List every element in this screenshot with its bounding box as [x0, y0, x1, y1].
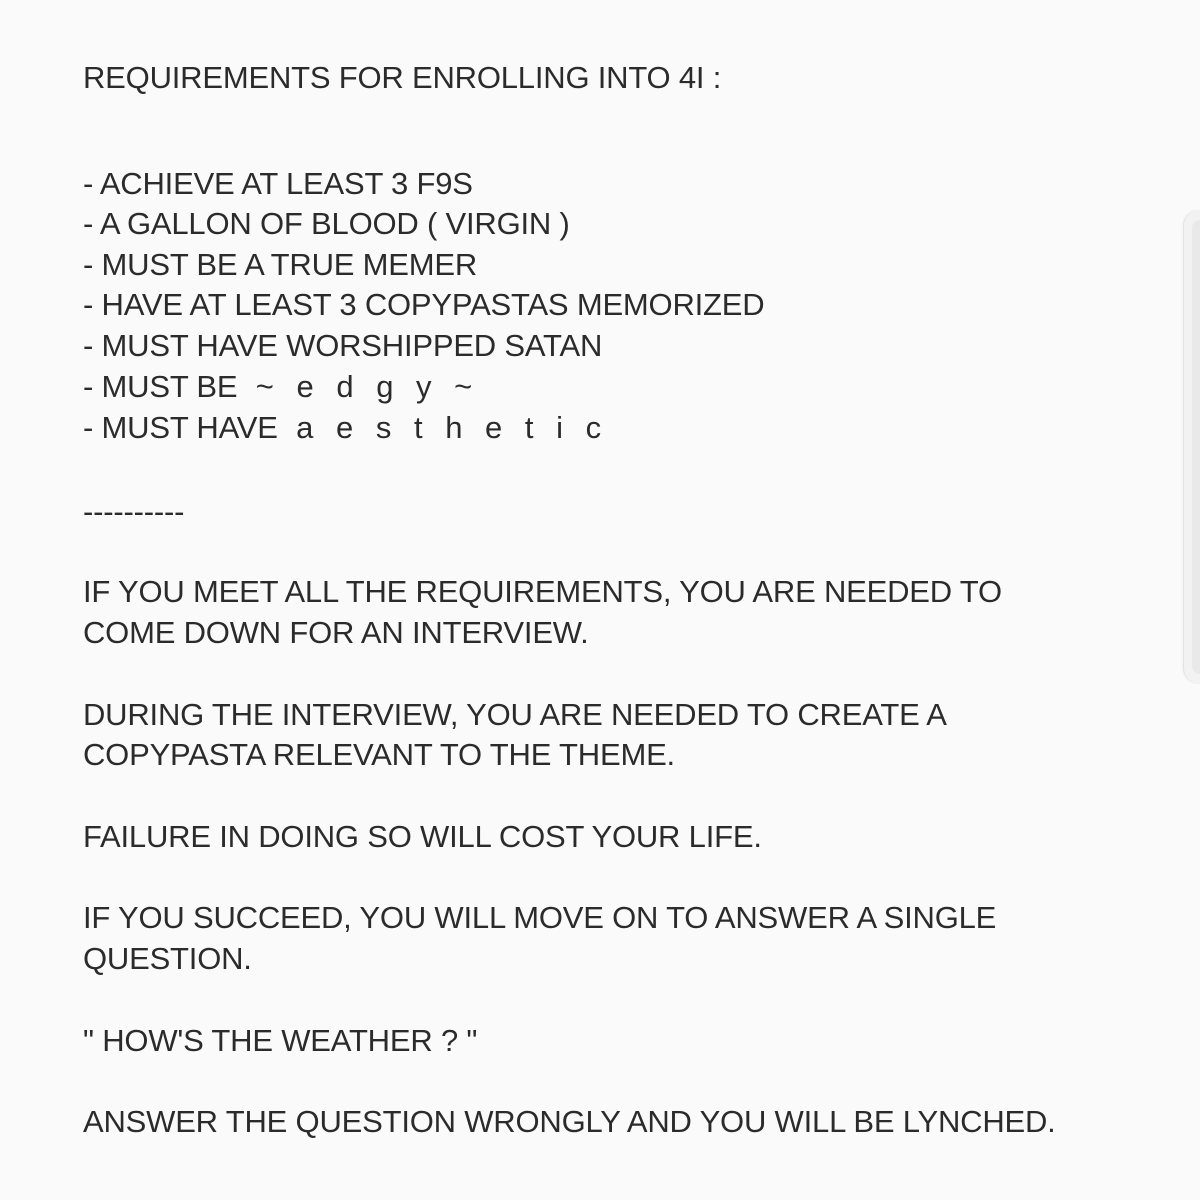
requirement-item: - MUST HAVE WORSHIPPED SATAN	[83, 328, 603, 363]
requirement-item-edgy	[83, 367, 479, 407]
paragraph-line: " HOW'S THE WEATHER ? "	[83, 1023, 478, 1058]
requirement-item: - A GALLON OF BLOOD ( VIRGIN )	[83, 206, 570, 241]
paragraph-line: ANSWER THE QUESTION WRONGLY AND YOU WILL BE LYNCHED.	[83, 1104, 1056, 1139]
requirement-item: - MUST BE A TRUE MEMER	[83, 247, 478, 282]
paragraph-line: QUESTION.	[83, 941, 252, 976]
requirement-item: - ACHIEVE AT LEAST 3 F9S	[83, 166, 473, 201]
paragraph-line: IF YOU SUCCEED, YOU WILL MOVE ON TO ANSWER A SINGLE	[83, 900, 997, 935]
requirement-prefix: - MUST HAVE	[83, 410, 287, 445]
scrollbar-thumb[interactable]	[1192, 220, 1200, 674]
note-content	[83, 0, 1173, 1200]
edgy-text: ~ e d g y ~	[255, 369, 480, 404]
requirement-item-aesthetic	[83, 408, 608, 448]
paragraph-line: IF YOU MEET ALL THE REQUIREMENTS, YOU ARE NEEDED TO	[83, 574, 1002, 609]
paragraph-line: COPYPASTA RELEVANT TO THE THEME.	[83, 737, 675, 772]
requirement-prefix: - MUST BE	[83, 369, 246, 404]
aesthetic-text: a e s t h e t i c	[296, 410, 609, 445]
paragraph-line: FAILURE IN DOING SO WILL COST YOUR LIFE.	[83, 819, 762, 854]
divider-text: ----------	[83, 494, 185, 529]
requirement-item: - HAVE AT LEAST 3 COPYPASTAS MEMORIZED	[83, 287, 765, 322]
note-heading: REQUIREMENTS FOR ENROLLING INTO 4I :	[83, 60, 722, 95]
paragraph-line: COME DOWN FOR AN INTERVIEW.	[83, 615, 589, 650]
paragraph-line: DURING THE INTERVIEW, YOU ARE NEEDED TO CREATE A	[83, 697, 947, 732]
